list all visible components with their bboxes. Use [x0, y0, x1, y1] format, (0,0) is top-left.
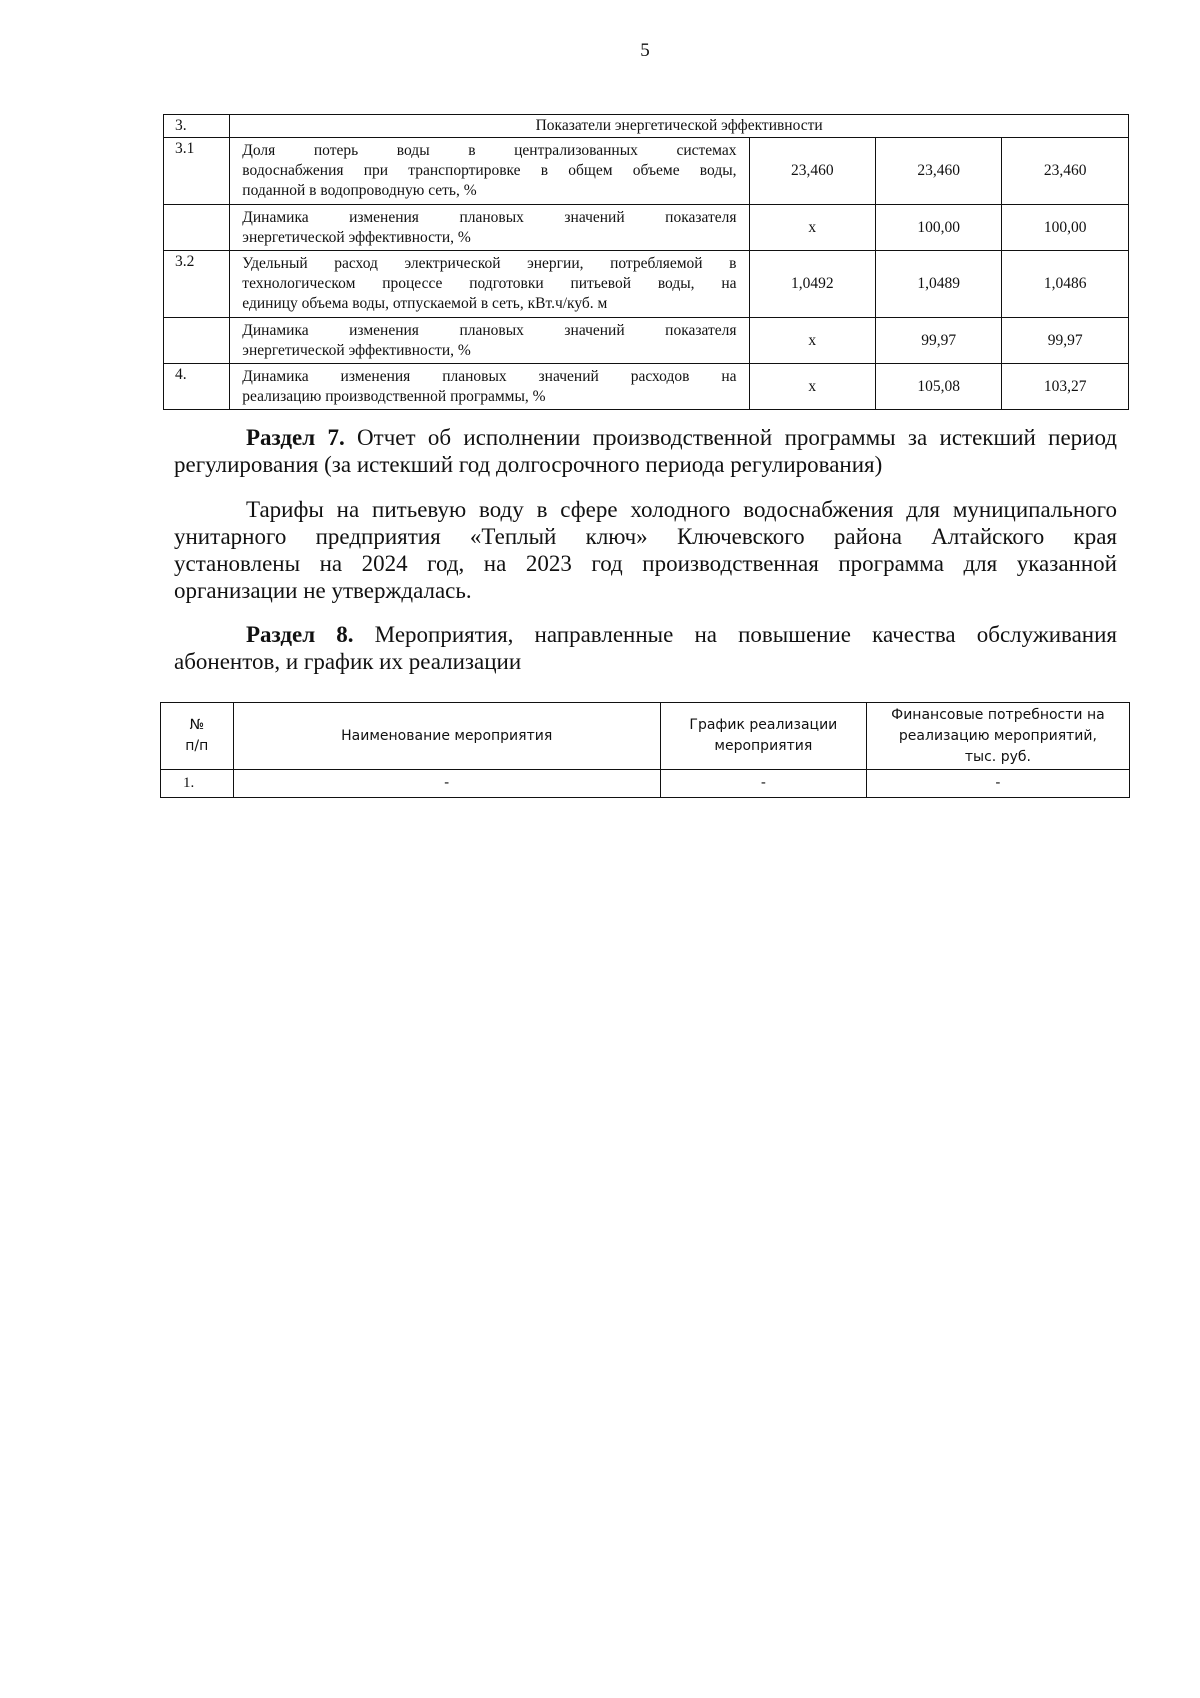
header-line: тыс. руб.	[964, 748, 1031, 765]
section7-title-part: Отчет об исполнении производственной программы за истекший период	[344, 425, 1118, 450]
indicators-table	[163, 114, 1129, 410]
description-line: Доля потерь воды в централизованных системах	[242, 142, 737, 159]
description-line: реализацию производственной программы, %	[242, 387, 546, 405]
header-line: Финансовые потребности на	[891, 706, 1105, 723]
value-cell: x	[749, 205, 875, 251]
page-number: 5	[640, 40, 650, 61]
row-finance-cell: -	[866, 770, 1129, 798]
description-line: поданной в водопроводную сеть, %	[242, 182, 477, 199]
value-cell: 99,97	[876, 318, 1002, 364]
value-cell: 100,00	[1002, 205, 1129, 251]
header-line: График реализации	[689, 717, 838, 733]
section7-heading	[174, 424, 1117, 478]
description-line: водоснабжения при транспортировке в общем объеме воды,	[242, 162, 737, 179]
table-header-row	[161, 703, 1130, 770]
table-row	[161, 770, 1130, 798]
table-row	[164, 251, 1129, 318]
section7-body-line: установлены на 2024 год, на 2023 год производственная программа для указанной	[174, 551, 1117, 576]
header-line: №	[189, 717, 205, 733]
table-row	[164, 364, 1129, 410]
section7-heading-line: регулирования (за истекший год долгосрочного периода регулирования)	[174, 452, 883, 477]
value-cell: 99,97	[1002, 318, 1129, 364]
row-number-cell: 3.2	[164, 251, 230, 318]
table-row	[164, 205, 1129, 251]
description-line: Удельный расход электрической энергии, потребляемой в	[242, 255, 737, 272]
description-line: Динамика изменения плановых значений показателя	[242, 208, 737, 226]
row-description-cell	[230, 251, 749, 318]
section8-heading-line: абонентов, и график их реализации	[174, 649, 522, 674]
section8-label: Раздел 8.	[246, 622, 354, 647]
value-cell: 1,0492	[749, 251, 875, 318]
section8-heading	[174, 621, 1117, 675]
section7-body	[174, 496, 1117, 604]
row-description-cell	[230, 205, 749, 251]
header-finance	[866, 703, 1129, 770]
value-cell: 100,00	[876, 205, 1002, 251]
row-description-cell	[230, 138, 749, 205]
value-cell: 1,0486	[1002, 251, 1129, 318]
table-row	[164, 115, 1129, 138]
value-cell: 23,460	[1002, 138, 1129, 205]
row-number-cell	[164, 318, 230, 364]
header-name	[233, 703, 660, 770]
row-number-cell	[164, 205, 230, 251]
value-cell: 1,0489	[876, 251, 1002, 318]
section7-label: Раздел 7.	[246, 425, 345, 450]
description-line: энергетической эффективности, %	[242, 228, 471, 246]
row-number-cell: 4.	[164, 364, 230, 410]
value-cell: 105,08	[876, 364, 1002, 410]
row-description-cell	[230, 364, 749, 410]
table-row	[164, 318, 1129, 364]
table-row	[164, 138, 1129, 205]
section7-body-line: организации не утверждалась.	[174, 578, 472, 603]
measures-table	[160, 702, 1130, 798]
row-name-cell: -	[233, 770, 660, 798]
header-number	[161, 703, 234, 770]
header-schedule	[660, 703, 866, 770]
header-line: п/п	[185, 738, 209, 754]
description-line: технологическом процессе подготовки питьевой воды, на	[242, 275, 737, 292]
header-line: Наименование мероприятия	[341, 727, 553, 744]
value-cell: x	[749, 364, 875, 410]
value-cell: 23,460	[749, 138, 875, 205]
section7-body-line: унитарного предприятия «Теплый ключ» Ключевского района Алтайского края	[174, 524, 1117, 549]
value-cell: 23,460	[876, 138, 1002, 205]
description-line: Динамика изменения плановых значений расходов на	[242, 367, 737, 385]
description-line: единицу объема воды, отпускаемой в сеть, кВт.ч/куб. м	[242, 295, 608, 312]
section-number-cell: 3.	[164, 115, 230, 138]
section-title-cell: Показатели энергетической эффективности	[230, 115, 1129, 138]
row-number-cell: 1.	[161, 770, 234, 798]
header-line: реализацию мероприятий,	[898, 727, 1097, 744]
row-schedule-cell: -	[660, 770, 866, 798]
row-number-cell: 3.1	[164, 138, 230, 205]
value-cell: x	[749, 318, 875, 364]
section8-title-part: Мероприятия, направленные на повышение качества обслуживания	[353, 622, 1117, 647]
header-line: мероприятия	[714, 738, 813, 754]
value-cell: 103,27	[1002, 364, 1129, 410]
section8-heading-line	[174, 621, 1117, 648]
description-line: энергетической эффективности, %	[242, 341, 471, 359]
description-line: Динамика изменения плановых значений показателя	[242, 321, 737, 339]
section7-body-line: Тарифы на питьевую воду в сфере холодного водоснабжения для муниципального	[246, 497, 1117, 522]
row-description-cell	[230, 318, 749, 364]
section7-heading-line	[174, 424, 1117, 451]
